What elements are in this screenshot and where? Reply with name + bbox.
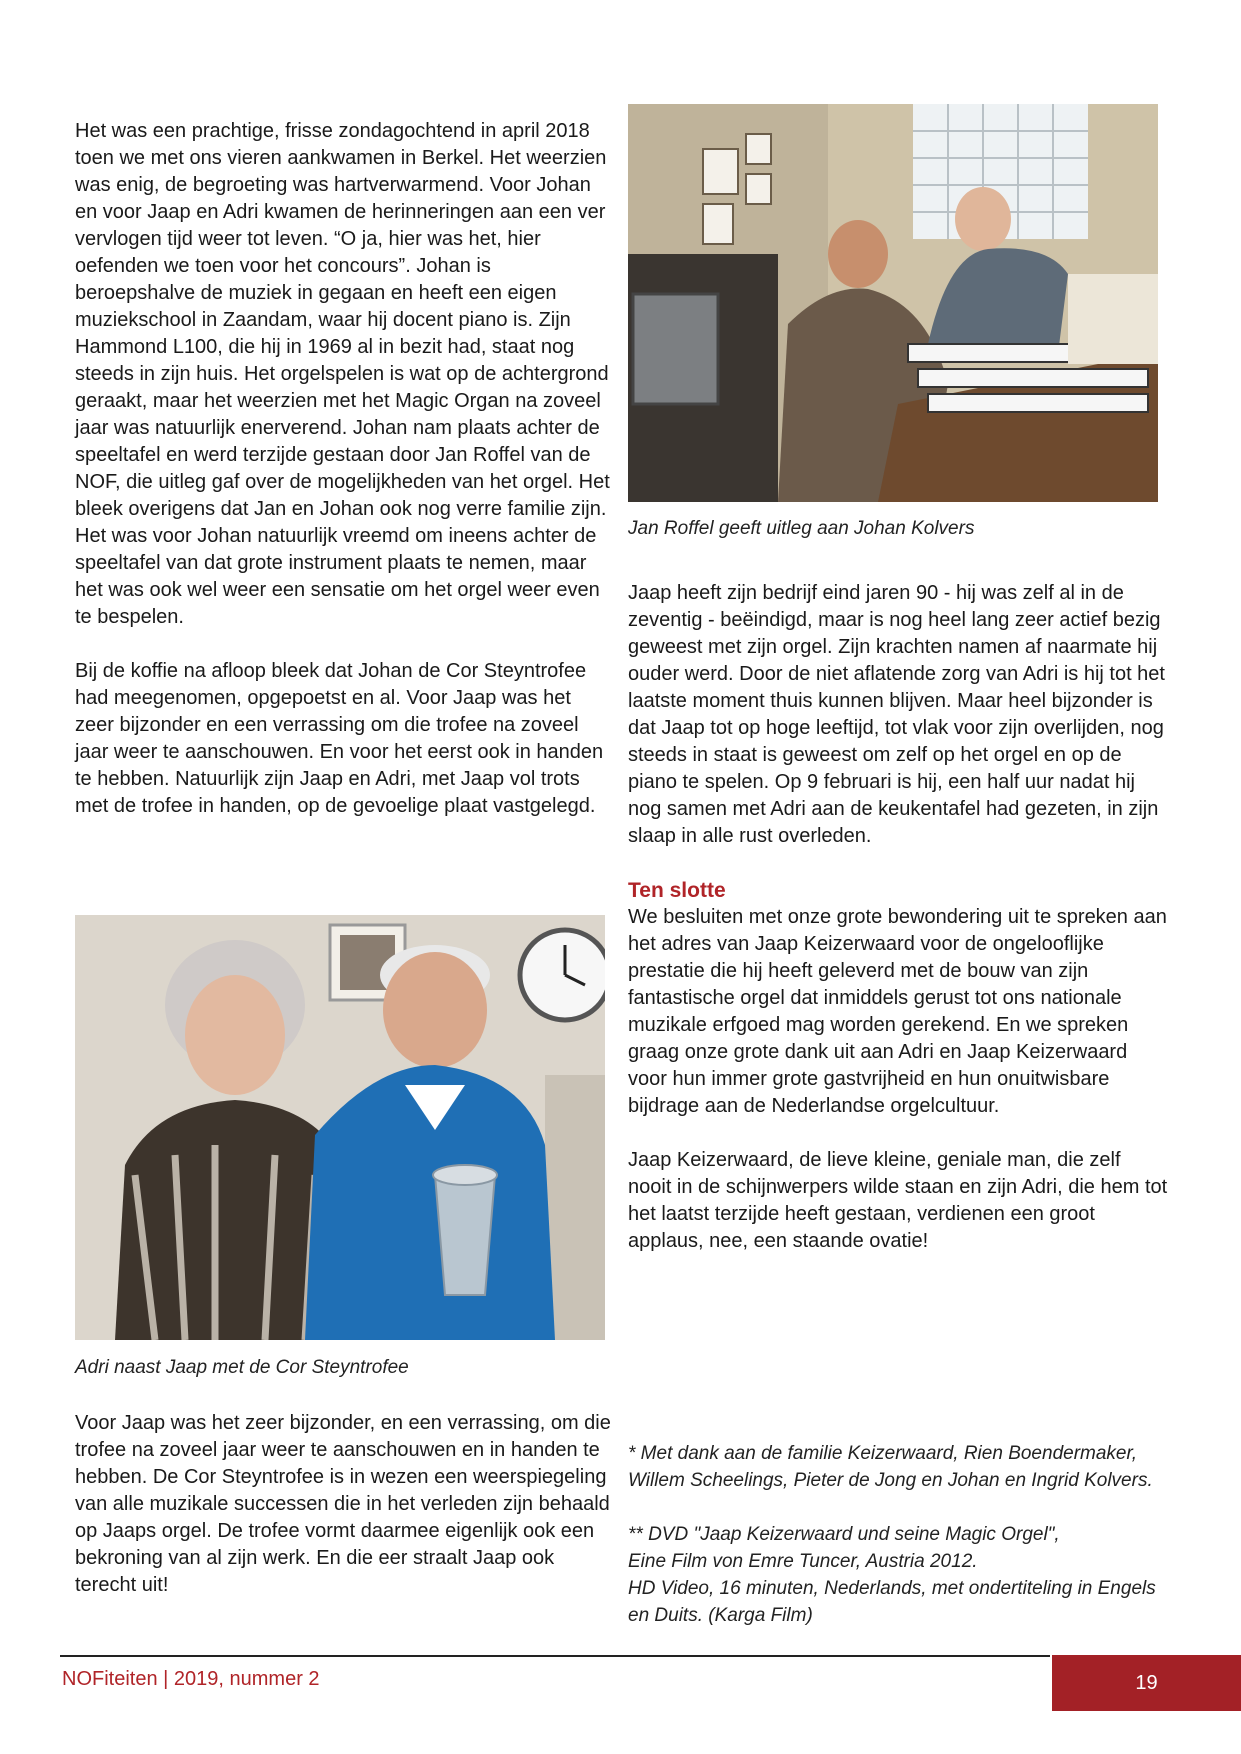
paragraph-ovation: Jaap Keizerwaard, de lieve kleine, geniale man, die zelf nooit in de schijnwerpers wilde staan en zijn Adri, die hem tot het laatst terzijde heeft gestaan, verdienen een groot applaus, nee, een staande ovatie! [628,1149,1168,1252]
footnote-thanks: * Met dank aan de familie Keizerwaard, Rien Boendermaker, Willem Scheelings, Pieter de Jong en Johan en Ingrid Kolvers. [628,1443,1153,1491]
left-column-top [75,118,615,820]
right-column-text [628,580,1168,1255]
footnote-dvd-title: ** DVD "Jaap Keizerwaard und seine Magic Orgel", [628,1524,1060,1545]
footer-publication: NOFiteiten | 2019, nummer 2 [62,1668,320,1690]
left-column-bottom [75,1410,615,1599]
paragraph-intro: Het was een prachtige, frisse zondagochtend in april 2018 toen we met ons vieren aankwamen in Berkel. Het weerzien was enig, de begroeting was hartverwarmend. Voor Johan en voor Jaap en Adri kwamen de herinneringen aan een ver vervlogen tijd weer tot leven. “O ja, hier was het, hier oefenden we toen voor het concours”. Johan is beroepshalve de muziek in gegaan en heeft een eigen muziekschool in Zaandam, waar hij docent piano is. Zijn Hammond L100, die hij in 1969 al in bezit had, staat nog steeds in zijn huis. Het orgelspelen is wat op de achtergrond geraakt, maar het weerzien met het Magic Organ na zoveel jaar was natuurlijk enerverend. Johan nam plaats achter de speeltafel en werd terzijde gestaan door Jan Roffel van de NOF, die uitleg gaf over de mogelijkheden van het orgel. Het bleek overigens dat Jan en Johan ook nog verre familie zijn. Het was voor Johan natuurlijk vreemd om ineens achter de speeltafel van dat grote instrument plaats te nemen, maar het was ook wel weer een sensatie om het orgel weer even te bespelen. [75,120,610,628]
footer-page-number: 19 [1052,1655,1241,1711]
photo-adri-jaap-trophy [75,915,605,1340]
paragraph-trophy: Bij de koffie na afloop bleek dat Johan de Cor Steyntrofee had meegenomen, opgepoetst en al. Voor Jaap was het zeer bijzonder en een verrassing om die trofee na zoveel jaar weer te aanschouwen. En voor het eerst ook in handen te hebben. Natuurlijk zijn Jaap en Adri, met Jaap vol trots met de trofee in handen, op de gevoelige plaat vastgelegd. [75,660,604,817]
footnote-dvd-video: HD Video, 16 minuten, Nederlands, met ondertiteling in Engels en Duits. (Karga Film) [628,1578,1156,1626]
paragraph-business-end: Jaap heeft zijn bedrijf eind jaren 90 - hij was zelf al in de zeventig - beëindigd, maar is nog heel lang zeer actief bezig geweest met zijn orgel. Zijn krachten namen af naarmate hij ouder werd. Door de niet aflatende zorg van Adri is hij tot het laatste moment thuis kunnen blijven. Maar heel bijzonder is dat Jaap tot op hoge leeftijd, tot vlak voor zijn overlijden, nog steeds in staat is geweest om zelf op het orgel en op de piano te spelen. Op 9 februari is hij, een half uur nadat hij nog samen met Adri aan de keukentafel had gezeten, in zijn slaap in alle rust overleden. [628,582,1165,847]
paragraph-closing: We besluiten met onze grote bewondering uit te spreken aan het adres van Jaap Keizerwaard voor de ongelooflijke prestatie die hij heeft geleverd met de bouw van zijn fantastische orgel dat inmiddels gerust tot ons nationale muzikale erfgoed mag worden gerekend. En we spreken graag onze grote dank uit aan Adri en Jaap Keizerwaard voor hun immer grote gastvrijheid en hun onuitwisbare bijdrage aan de Nederlandse orgelcultuur. [628,906,1167,1117]
heading-ten-slotte: Ten slotte [628,879,726,902]
caption-photo-organ: Jan Roffel geeft uitleg aan Johan Kolvers [628,518,975,539]
footnote-dvd-film: Eine Film von Emre Tuncer, Austria 2012. [628,1551,978,1572]
paragraph-trophy-meaning: Voor Jaap was het zeer bijzonder, en een verrassing, om die trofee na zoveel jaar weer te aanschouwen en in handen te hebben. De Cor Steyntrofee is in wezen een weerspiegeling van alle muzikale successen die in het verleden zijn behaald op Jaaps orgel. De trofee vormt daarmee eigenlijk ook een bekroning van al zijn werk. En die eer straalt Jaap ook terecht uit! [75,1412,611,1596]
footer-divider [60,1655,1050,1657]
caption-photo-trophy: Adri naast Jaap met de Cor Steyntrofee [75,1357,409,1378]
footnotes [628,1440,1168,1629]
photo-organ-console [628,104,1158,502]
